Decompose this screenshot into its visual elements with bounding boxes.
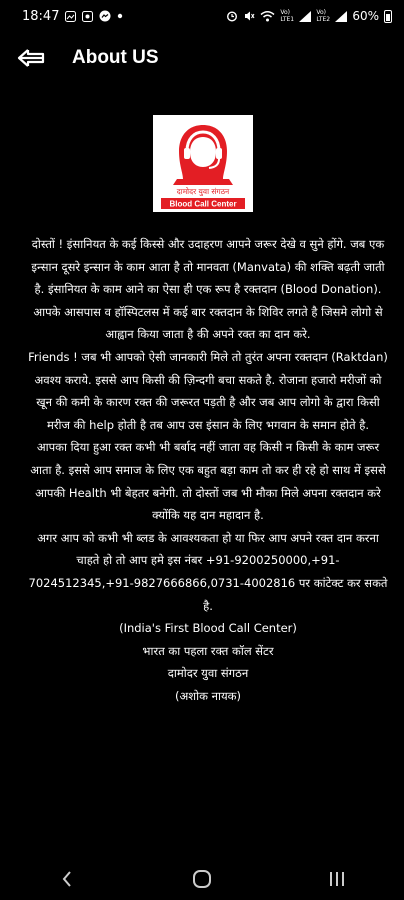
notification-image-icon: [65, 11, 76, 22]
nav-back-button[interactable]: [47, 864, 87, 894]
blood-call-center-logo: [153, 115, 253, 212]
organization-name: दामोदर युवा संगठन: [167, 666, 249, 681]
page-title: About US: [72, 47, 159, 68]
tagline-english: (India's First Blood Call Center): [119, 621, 297, 636]
wifi-icon: [260, 10, 275, 22]
dot-icon: [117, 13, 123, 19]
signal-label-2: Vo) LTE2: [316, 9, 331, 23]
paragraph-contact: अगर आप को कभी भी ब्लड के आवश्यकता हो या फिर आप अपने रक्त दान करना चाहते हो तो आप हमे इस नंबर +91-9200250000,+91-7024512345,+91-9827666866,0731-4002816 पर कांटेक्ट कर सकते है.: [28, 530, 388, 613]
status-bar: [0, 0, 404, 32]
battery-percentage: 60%: [352, 9, 379, 23]
status-left: [22, 9, 123, 24]
alarm-icon: [226, 10, 238, 22]
messenger-icon: [99, 10, 111, 22]
notification-photo-icon: [82, 11, 93, 22]
tagline-hindi: भारत का पहला रक्त कॉल सेंटर: [142, 643, 274, 658]
status-right: [226, 9, 392, 23]
status-time: 18:47: [22, 8, 60, 24]
signal-label-1: Vo) LTE1: [280, 9, 295, 23]
signal-bars-2-icon: [335, 11, 347, 22]
nav-home-button[interactable]: [182, 864, 222, 894]
chevron-left-icon: [61, 870, 73, 888]
recents-bars-icon: [328, 870, 346, 888]
app-bar: [0, 34, 404, 82]
founder-name: (अशोक नायक): [175, 688, 241, 703]
battery-icon: [384, 10, 392, 23]
paragraph-intro: दोस्तों ! इंसानियत के कई किस्से और उदाहरण आपने जरूर देखे व सुने होंगे. जब एक इन्सान दूसरे इन्सान के काम आता है तो मानवता (Manvata) की शक्ति बढ़ती जाती है. इंसानियत के काम आने का ऐसा ही एक रूप है रक्तदान (Blood Donation). आपके आसपास व हॉस्पिटलस में कई बार रक्तदान के शिविर लगते है जिसमे लोगो से आह्वान किया जाता है की अपने रक्त का दान करे.: [31, 237, 385, 342]
mute-icon: [243, 10, 255, 22]
logo-english-text: Blood Call Center: [169, 199, 237, 209]
signal-bars-1-icon: [299, 11, 311, 22]
about-content: [26, 233, 390, 707]
logo-hindi-text: दामोदर युवा संगठन: [176, 187, 230, 196]
home-circle-icon: [192, 869, 212, 889]
paragraph-blood-value: आपका दिया हुआ रक्त कभी भी बर्बाद नहीं जाता वह किसी न किसी के काम जरूर आता है. इससे आप समाज के लिए एक बहुत बड़ा काम तो कर ही रहे हो साथ में इससे आपकी Health भी बेहतर बनेगी. तो दोस्तों जब भी मौका मिले अपना रक्तदान करे क्योंकि यह दान महादान है.: [30, 440, 386, 523]
system-nav-bar: [0, 858, 404, 900]
paragraph-friends: Friends ! जब भी आपको ऐसी जानकारी मिले तो तुरंत अपना रक्तदान (Raktdan) अवश्य कराये. इससे आप किसी की ज़िन्दगी बचा सकते है. रोजाना हजारो मरीजों को खून की कमी के कारण रक्त की जरूरत पड़ती है और जब आप लोगो के द्वारा किसी मरीज की help होती है तब आप उस इंसान के लिए भगवान के समान होते है.: [28, 349, 388, 432]
nav-recents-button[interactable]: [317, 864, 357, 894]
back-button[interactable]: [16, 43, 46, 73]
arrow-left-icon: [17, 47, 45, 69]
